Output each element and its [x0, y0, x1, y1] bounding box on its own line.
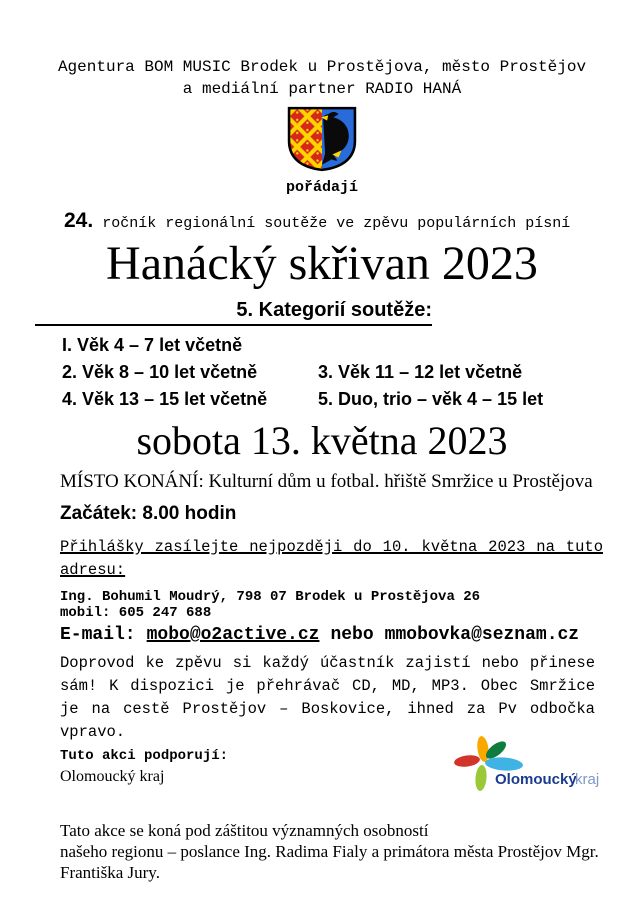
category-item-3: 3. Věk 11 – 12 let včetně [318, 362, 523, 382]
edition-number: 24. [64, 209, 94, 232]
edition-line [64, 210, 644, 232]
organizer-line-2: a mediální partner RADIO HANÁ [182, 80, 462, 98]
categories-row-3 [62, 386, 644, 413]
category-item-4: 4. Věk 13 – 15 let včetně [62, 389, 268, 409]
coat-of-arms-wrap [0, 106, 644, 172]
email-primary-link[interactable]: mobo@o2active.cz [146, 625, 320, 645]
email-line [60, 624, 644, 646]
info-line-2: sám! K dispozici je přehrávač CD, MD, MP3. Obec Smržice [60, 677, 595, 695]
organizer-line-1: Agentura BOM MUSIC Brodek u Prostějova, město Prostějov [57, 58, 587, 76]
deadline-line-2: adresu: [60, 561, 126, 579]
categories-heading: 5. Kategorií soutěže: [35, 298, 432, 326]
supporters-section [60, 748, 644, 806]
info-line-3: je na cestě Prostějov – Boskovice, ihned za Pv odbočka [60, 700, 595, 718]
shield-left-field [289, 108, 322, 170]
page-title: Hanácký skřivan 2023 [106, 237, 538, 290]
email-separator: nebo [330, 625, 374, 645]
patron-line-2: našeho regionu – poslance Ing. Radima Fialy a primátora města Prostějov Mgr. [60, 842, 599, 861]
patron-line-1: Tato akce se koná pod záštitou významných osobností [60, 821, 429, 840]
deadline-paragraph [60, 536, 603, 582]
logo-text-light: kraj [575, 771, 600, 788]
organizer-header [0, 56, 644, 100]
supporters-label: Tuto akci podporují: [60, 748, 229, 764]
category-item-2: 2. Věk 8 – 10 let včetně [62, 362, 258, 382]
event-date-title: sobota 13. května 2023 [136, 418, 508, 463]
contact-address-line: Ing. Bohumil Moudrý, 798 07 Brodek u Prostějova 26 [60, 589, 481, 605]
email-label: E-mail: [60, 625, 136, 645]
category-item-5: 5. Duo, trio – věk 4 – 15 let [318, 389, 544, 409]
start-time-line: Začátek: 8.00 hodin [60, 503, 237, 524]
organizer-label: pořádají [285, 179, 358, 196]
logo-text-bold: Olomoucký [495, 771, 577, 788]
patron-line-3: Františka Jury. [60, 863, 160, 882]
deadline-line-1: Přihlášky zasílejte nejpozději do 10. května 2023 na tuto [60, 538, 603, 556]
email-secondary: mmobovka@seznam.cz [384, 625, 580, 645]
supporter-name: Olomoucký kraj [60, 768, 165, 785]
patron-paragraph [60, 820, 644, 883]
contact-mobile-line: mobil: 605 247 688 [60, 605, 212, 621]
info-line-4: vpravo. [60, 723, 126, 741]
contact-address [60, 589, 644, 621]
info-line-1: Doprovod ke zpěvu si každý účastník zajistí nebo přinese [60, 654, 595, 672]
region-logo [443, 734, 621, 799]
olomoucky-kraj-logo-icon [443, 734, 621, 794]
edition-text: ročník regionální soutěže ve zpěvu populárních písní [102, 215, 571, 232]
category-item-1: I. Věk 4 – 7 let včetně [62, 335, 243, 355]
info-paragraph [60, 652, 595, 744]
coat-of-arms-icon [287, 106, 357, 172]
venue-line: MÍSTO KONÁNÍ: Kulturní dům u fotbal. hřiště Smržice u Prostějova [60, 471, 593, 492]
categories-row-2 [62, 359, 644, 386]
categories-list [62, 332, 644, 413]
